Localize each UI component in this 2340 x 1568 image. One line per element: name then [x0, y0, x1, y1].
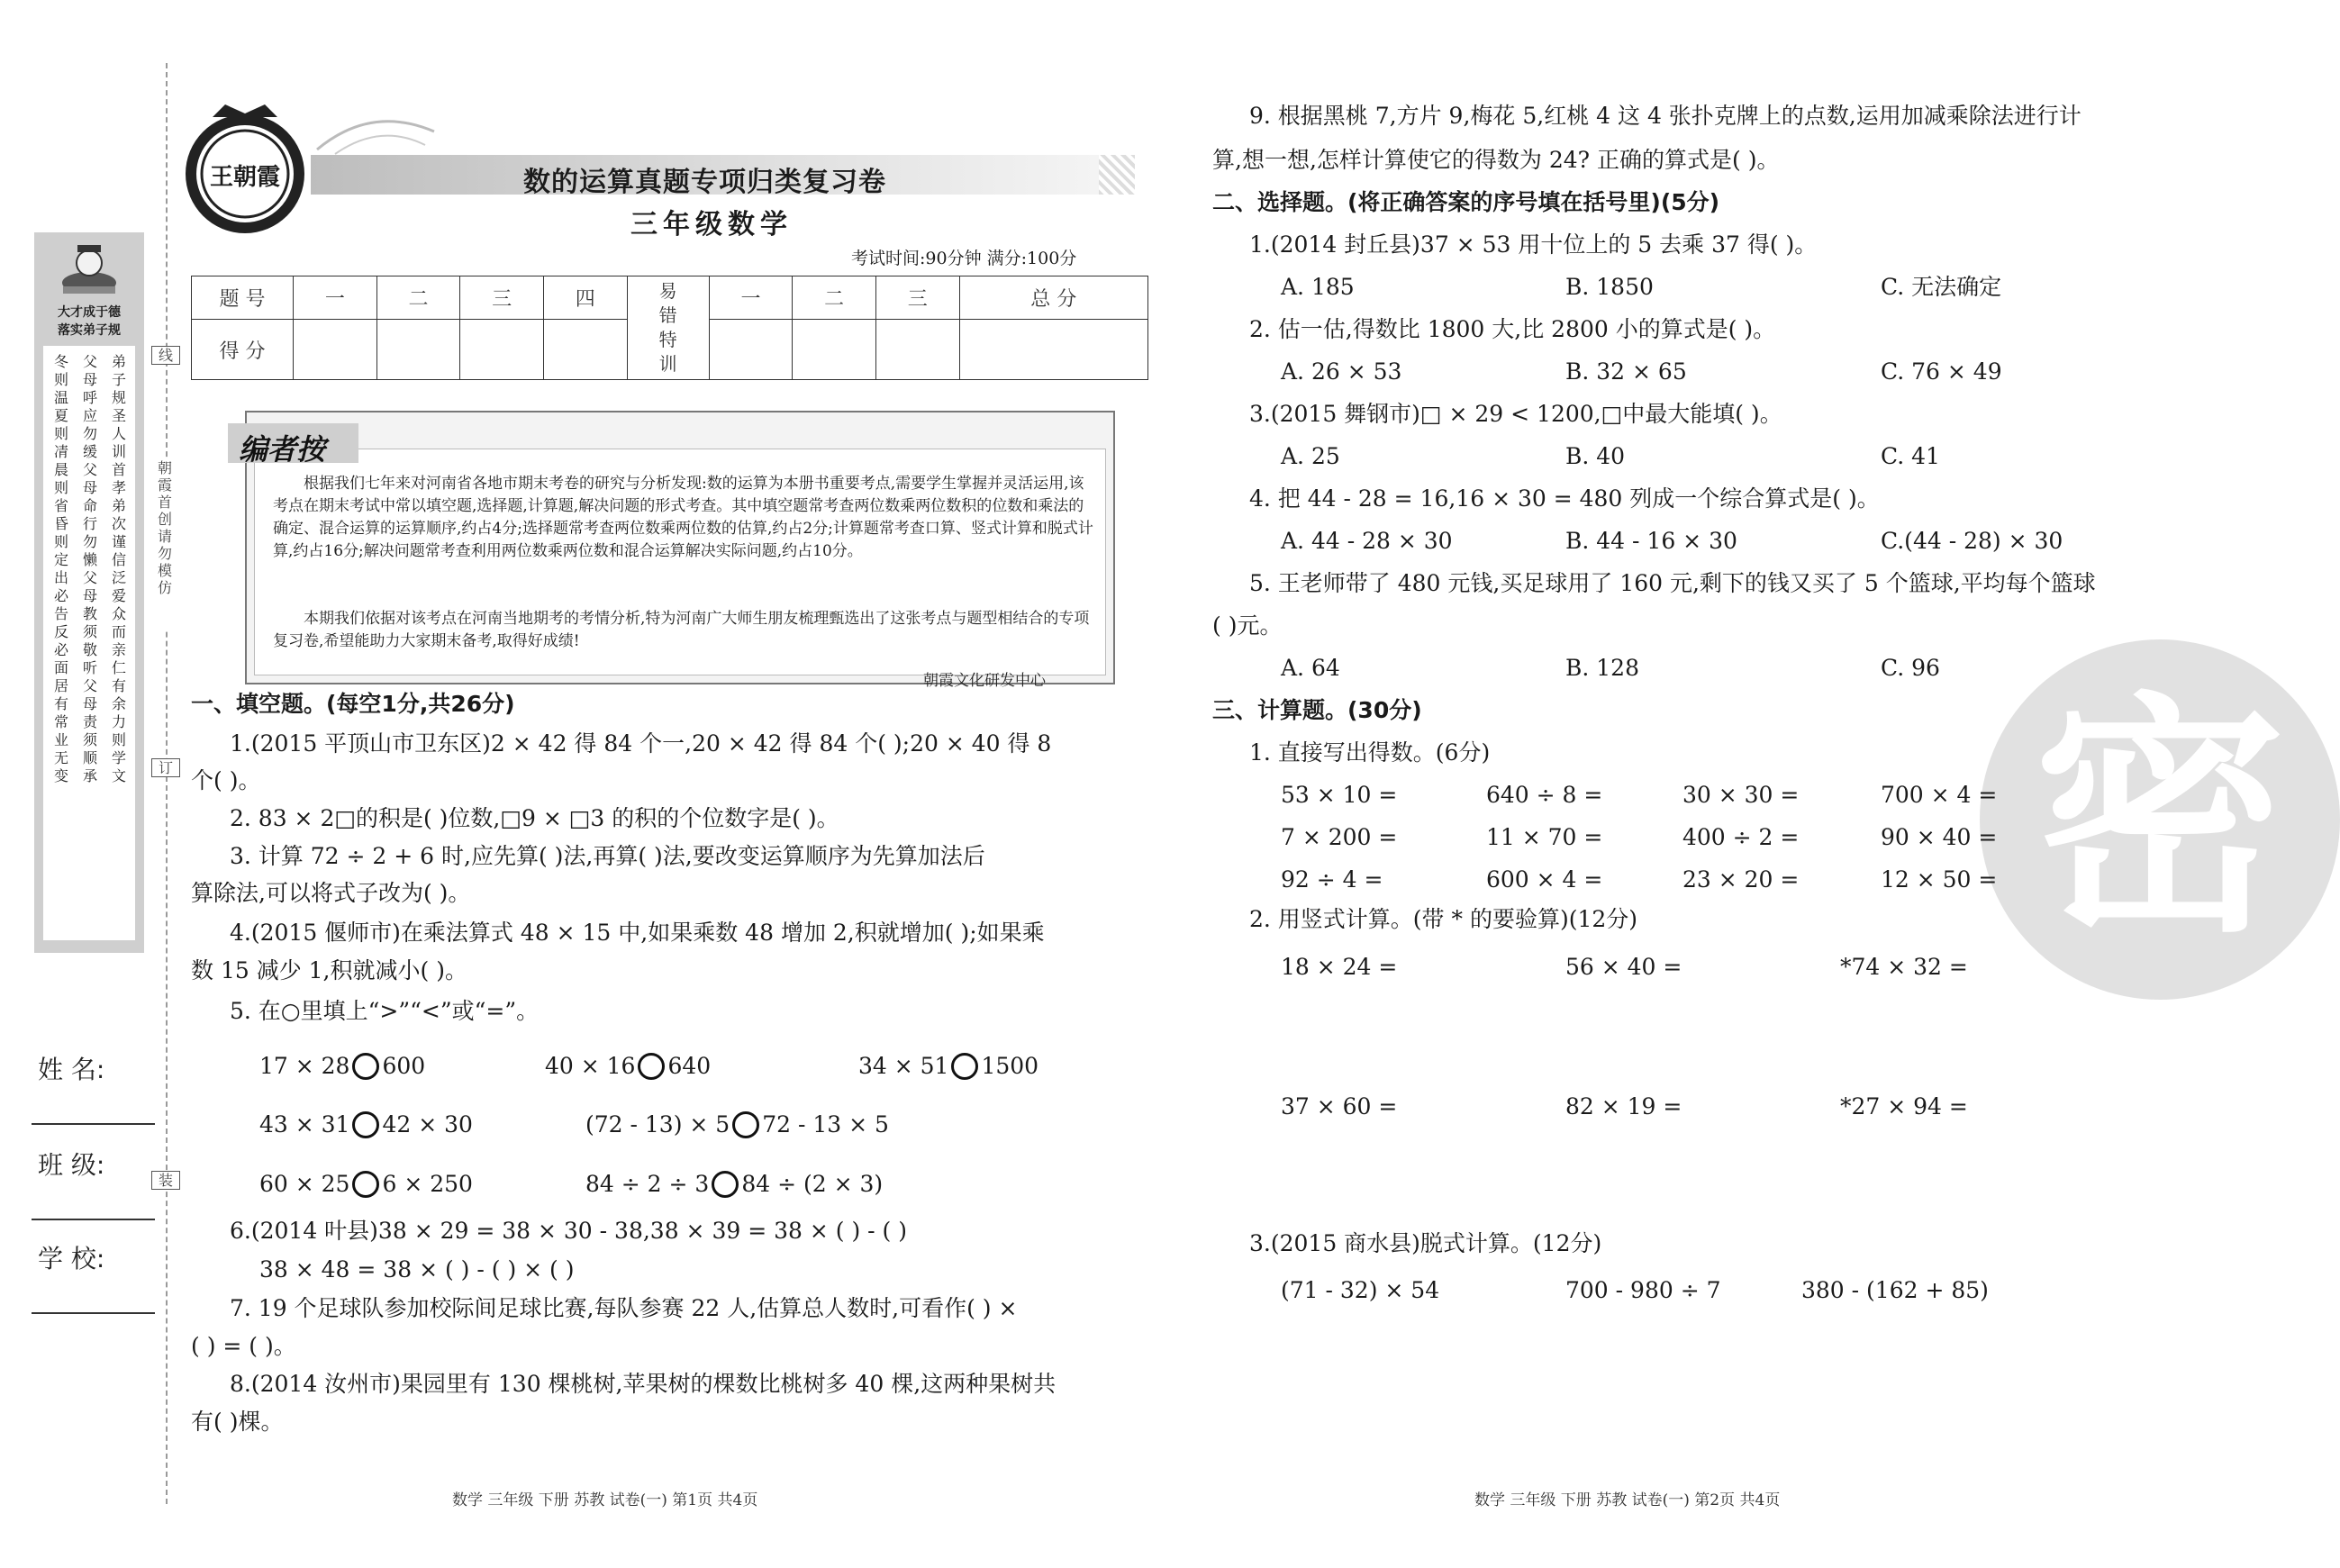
- compare-item: [858, 1053, 1038, 1080]
- brand-logo: [173, 97, 317, 241]
- editor-note-tag: [228, 423, 358, 467]
- dash-label-ding: 订: [151, 758, 180, 777]
- footer-page-2: 数学 三年级 下册 苏教 试卷(一) 第2页 共4页: [1474, 1491, 1781, 1509]
- compare-circle[interactable]: [352, 1111, 379, 1138]
- score-table: [191, 276, 1148, 380]
- score-input-cell[interactable]: [875, 320, 959, 380]
- score-header-cell: 一: [294, 276, 377, 320]
- s1-q6-line1: 6.(2014 叶县)38 × 29 = 38 × 30 - 38,38 × 39 = 38 × ( ) - ( ): [230, 1218, 908, 1244]
- section3-heading: 三、计算题。(30分): [1212, 697, 1422, 723]
- s2-q4: 4. 把 44 - 28 = 16,16 × 30 = 480 列成一个综合算式是( )。: [1249, 485, 1880, 512]
- compare-left: 60 × 25: [259, 1171, 350, 1197]
- brand-logo-text: 王朝霞: [209, 164, 280, 191]
- s3-part2: 2. 用竖式计算。(带 * 的要验算)(12分): [1249, 906, 1638, 932]
- compare-left: 34 × 51: [858, 1053, 949, 1079]
- score-header-cell: 三: [875, 276, 959, 320]
- oral-item: 30 × 30 =: [1682, 782, 1800, 808]
- compare-circle[interactable]: [638, 1053, 665, 1080]
- compare-circle[interactable]: [352, 1171, 379, 1198]
- vertical-item: 82 × 19 =: [1565, 1093, 1682, 1119]
- score-input-cell[interactable]: [460, 320, 544, 380]
- title-bar: [311, 155, 1099, 198]
- editor-note-tag-text: 编者按: [239, 432, 326, 467]
- s1-q4-line2: 数 15 减少 1,积就减小( )。: [191, 957, 467, 983]
- section1-heading: 一、填空题。(每空1分,共26分): [191, 691, 515, 717]
- oral-item: 12 × 50 =: [1881, 866, 1998, 893]
- s1-q3-line2: 算除法,可以将式子改为( )。: [191, 880, 471, 906]
- compare-circle[interactable]: [951, 1053, 978, 1080]
- vertical-item: *27 × 94 =: [1840, 1093, 1968, 1119]
- score-header-cell: 三: [460, 276, 544, 320]
- vertical-item: 18 × 24 =: [1281, 954, 1398, 980]
- s1-q7-line1: 7. 19 个足球队参加校际间足球比赛,每队参赛 22 人,估算总人数时,可看作( ) ×: [230, 1295, 1018, 1321]
- exam-info: 考试时间:90分钟 满分:100分: [851, 249, 1077, 268]
- confidential-watermark: [1980, 639, 2340, 1000]
- score-header-cell: 二: [376, 276, 460, 320]
- compare-left: 43 × 31: [259, 1111, 350, 1137]
- score-input-cell[interactable]: [294, 320, 377, 380]
- stepwise-item: 380 - (162 + 85): [1801, 1277, 1989, 1303]
- compare-left: 17 × 28: [259, 1053, 350, 1079]
- editor-note-paragraph-1: 根据我们七年来对河南省各地市期末考卷的研究与分析发现:数的运算为本册书重要考点,需要学生掌握并灵活运用,该考点在期末考试中常以填空题,选择题,计算题,解决问题的形式考查。其中填空题常考查两位数乘两位数积的位数和乘法的确定、混合运算的运算顺序,约占4分;选择题常考查两位数乘两位数的估算,约占2分;计算题常考查口算、竖式计算和脱式计算,约占16分;解决问题常考查利用两位数乘两位数和混合运算解决实际问题,约占10分。: [273, 475, 1093, 560]
- compare-circle[interactable]: [712, 1171, 739, 1198]
- vertical-item: *74 × 32 =: [1840, 954, 1968, 980]
- class-field[interactable]: [32, 1219, 155, 1220]
- s2-q1-option: C. 无法确定: [1881, 274, 2002, 300]
- oral-item: 400 ÷ 2 =: [1682, 824, 1800, 850]
- s1-q1-line1: 1.(2015 平顶山市卫东区)2 × 42 得 84 个一,20 × 42 得 84 个( );20 × 40 得 8: [230, 730, 1052, 757]
- s1-q9-line1: 9. 根据黑桃 7,方片 9,梅花 5,红桃 4 这 4 张扑克牌上的点数,运用加减乘除法进行计: [1249, 103, 2082, 129]
- score-input-cell[interactable]: [959, 320, 1147, 380]
- oral-item: 700 × 4 =: [1881, 782, 1998, 808]
- s2-q3-option: A. 25: [1281, 443, 1340, 469]
- oral-item: 7 × 200 =: [1281, 824, 1398, 850]
- compare-right: 640: [667, 1053, 712, 1079]
- compare-left: 40 × 16: [545, 1053, 636, 1079]
- compare-item: [545, 1053, 711, 1080]
- compare-right: 72 - 13 × 5: [762, 1111, 889, 1137]
- compare-item: [585, 1171, 883, 1198]
- compare-item: [585, 1111, 889, 1138]
- s1-q3-line1: 3. 计算 72 ÷ 2 + 6 时,应先算( )法,再算( )法,要改变运算顺序为先算加法后: [230, 843, 985, 869]
- editor-note-signature: 朝霞文化研发中心: [923, 672, 1046, 690]
- name-label: 姓 名:: [38, 1055, 105, 1084]
- compare-right: 600: [382, 1053, 426, 1079]
- maxim-column-1: 冬则温夏则凊晨则省昏则定出必告反必面居有常业无变: [54, 353, 69, 784]
- dash-label-line: 线: [151, 346, 180, 365]
- score-header-cell: 四: [543, 276, 627, 320]
- maxim-banner-1: 大才成于德: [58, 305, 121, 320]
- compare-left: (72 - 13) × 5: [585, 1111, 730, 1137]
- score-header-cell: 总 分: [959, 276, 1147, 320]
- s1-q1-line2: 个( )。: [191, 767, 261, 793]
- s3-part1: 1. 直接写出得数。(6分): [1249, 739, 1491, 766]
- class-label: 班 级:: [38, 1150, 105, 1180]
- oral-item: 90 × 40 =: [1881, 824, 1998, 850]
- s2-q4-option: C.(44 - 28) × 30: [1881, 528, 2063, 554]
- compare-circle[interactable]: [352, 1053, 379, 1080]
- s2-q2-option: A. 26 × 53: [1281, 358, 1402, 385]
- s2-q5-option: C. 96: [1881, 655, 1940, 681]
- s2-q3-option: C. 41: [1881, 443, 1940, 469]
- compare-right: 84 ÷ (2 × 3): [741, 1171, 884, 1197]
- s1-q5: 5. 在○里填上“>”“<”或“=”。: [230, 998, 540, 1024]
- score-input-cell[interactable]: [793, 320, 876, 380]
- scholar-figure-icon: [56, 241, 122, 297]
- ribbon-ornament: [317, 104, 434, 159]
- s2-q3: 3.(2015 舞钢市)□ × 29 < 1200,□中最大能填( )。: [1249, 401, 1782, 427]
- s2-q2-option: C. 76 × 49: [1881, 358, 2002, 385]
- s1-q8-line1: 8.(2014 汝州市)果园里有 130 棵桃树,苹果树的棵数比桃树多 40 棵,这两种果树共: [230, 1371, 1057, 1397]
- score-input-cell[interactable]: [376, 320, 460, 380]
- s3-part3: 3.(2015 商水县)脱式计算。(12分): [1249, 1230, 1602, 1256]
- score-header-cell: 一: [709, 276, 793, 320]
- s1-q7-line2: ( ) = ( )。: [191, 1333, 296, 1359]
- s2-q2-option: B. 32 × 65: [1565, 358, 1687, 385]
- oral-item: 11 × 70 =: [1486, 824, 1603, 850]
- paper-title: 数的运算真题专项归类复习卷: [523, 167, 886, 198]
- binding-dashed-line: [166, 63, 168, 1504]
- compare-item: [259, 1171, 473, 1198]
- s2-q5-option: B. 128: [1565, 655, 1639, 681]
- footer-page-1: 数学 三年级 下册 苏教 试卷(一) 第1页 共4页: [452, 1491, 758, 1509]
- dash-label-zhuang: 装: [151, 1171, 180, 1190]
- dash-label-copyright: 朝霞首创 请勿模仿: [151, 459, 178, 630]
- oral-item: 600 × 4 =: [1486, 866, 1603, 893]
- compare-right: 1500: [981, 1053, 1039, 1079]
- compare-right: 42 × 30: [382, 1111, 473, 1137]
- vertical-item: 37 × 60 =: [1281, 1093, 1398, 1119]
- section2-heading: 二、选择题。(将正确答案的序号填在括号里)(5分): [1212, 189, 1720, 215]
- stepwise-item: (71 - 32) × 54: [1281, 1277, 1440, 1303]
- s2-q1: 1.(2014 封丘县)37 × 53 用十位上的 5 去乘 37 得( )。: [1249, 231, 1818, 258]
- compare-item: [259, 1053, 425, 1080]
- compare-left: 84 ÷ 2 ÷ 3: [585, 1171, 710, 1197]
- maxim-column-3: 弟子规圣人训首孝弟次谨信泛爱众而亲仁有余力则学文: [112, 353, 127, 784]
- school-label: 学 校:: [38, 1244, 105, 1273]
- compare-right: 6 × 250: [382, 1171, 473, 1197]
- s2-q2: 2. 估一估,得数比 1800 大,比 2800 小的算式是( )。: [1249, 316, 1776, 342]
- s2-q1-option: A. 185: [1281, 274, 1355, 300]
- s2-q5-line1: 5. 王老师带了 480 元钱,买足球用了 160 元,剩下的钱又买了 5 个篮球,平均每个篮球: [1249, 570, 2096, 596]
- score-header-cell: 题 号: [192, 276, 294, 320]
- vertical-item: 56 × 40 =: [1565, 954, 1682, 980]
- s1-q6-line2: 38 × 48 = 38 × ( ) - ( ) × ( ): [259, 1256, 575, 1282]
- s2-q1-option: B. 1850: [1565, 274, 1654, 300]
- stepwise-item: 700 - 980 ÷ 7: [1565, 1277, 1721, 1303]
- maxim-column-2: 父母呼应勿缓父母命行勿懒父母教须敬听父母责须顺承: [83, 353, 98, 784]
- s2-q4-option: A. 44 - 28 × 30: [1281, 528, 1453, 554]
- s1-q4-line1: 4.(2015 偃师市)在乘法算式 48 × 15 中,如果乘数 48 增加 2,积就增加( );如果乘: [230, 920, 1045, 946]
- school-field[interactable]: [32, 1312, 155, 1314]
- oral-item: 92 ÷ 4 =: [1281, 866, 1383, 893]
- s2-q4-option: B. 44 - 16 × 30: [1565, 528, 1737, 554]
- s2-q3-option: B. 40: [1565, 443, 1626, 469]
- s1-q2: 2. 83 × 2□的积是( )位数,□9 × □3 的积的个位数字是( )。: [230, 805, 839, 831]
- paper-subtitle: 三年级数学: [630, 209, 793, 240]
- title-bar-pattern: [1099, 155, 1135, 195]
- s1-q9-line2: 算,想一想,怎样计算使它的得数为 24? 正确的算式是( )。: [1212, 147, 1780, 173]
- score-header-cell: 易错特训: [627, 276, 709, 380]
- score-header-cell: 二: [793, 276, 876, 320]
- s2-q5-option: A. 64: [1281, 655, 1340, 681]
- s2-q5-line2: ( )元。: [1212, 612, 1283, 639]
- compare-item: [259, 1111, 473, 1138]
- name-field[interactable]: [32, 1123, 155, 1125]
- editor-note-paragraph-2: 本期我们依据对该考点在河南当地期考的考情分析,特为河南广大师生朋友梳理甄选出了这张考点与题型相结合的专项复习卷,希望能助力大家期末备考,取得好成绩!: [273, 610, 1090, 650]
- s1-q8-line2: 有( )棵。: [191, 1409, 284, 1435]
- watermark-char: 密: [2034, 673, 2286, 966]
- oral-item: 23 × 20 =: [1682, 866, 1800, 893]
- maxim-panel: [34, 232, 144, 953]
- oral-item: 640 ÷ 8 =: [1486, 782, 1603, 808]
- oral-item: 53 × 10 =: [1281, 782, 1398, 808]
- compare-circle[interactable]: [732, 1111, 759, 1138]
- score-input-cell[interactable]: [543, 320, 627, 380]
- score-row-label: 得 分: [192, 320, 294, 380]
- editor-note-box: [245, 411, 1115, 690]
- maxim-banner-2: 落实弟子规: [58, 323, 121, 338]
- score-input-cell[interactable]: [709, 320, 793, 380]
